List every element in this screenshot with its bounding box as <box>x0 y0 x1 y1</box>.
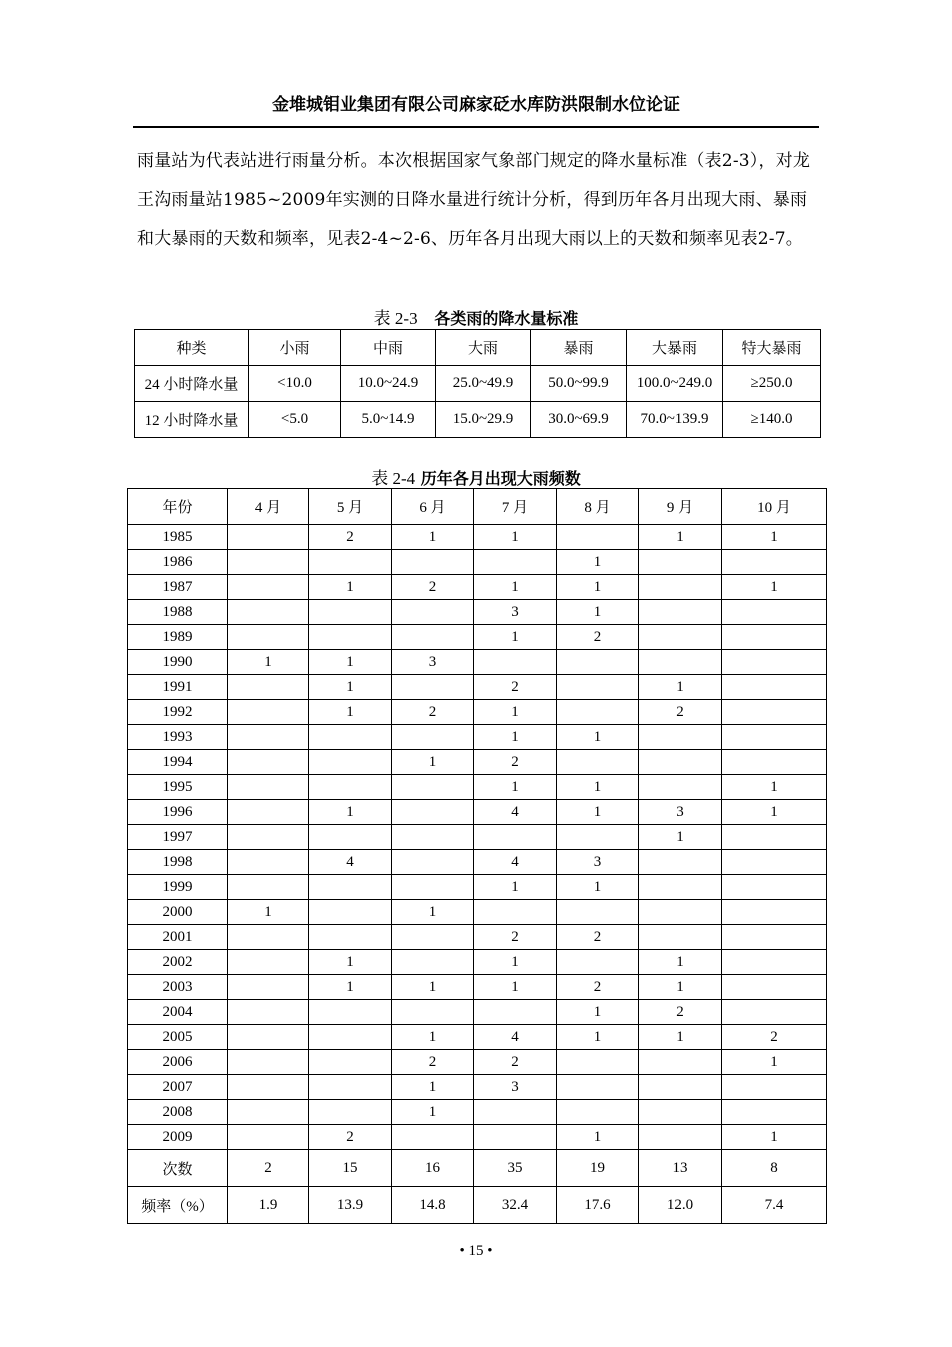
table-cell: 19 <box>557 1150 639 1187</box>
table-cell: 7.4 <box>722 1187 827 1224</box>
table-cell <box>639 725 722 750</box>
table-cell <box>557 1075 639 1100</box>
table-cell <box>228 850 309 875</box>
table-cell: 100.0~249.0 <box>627 366 723 402</box>
table-cell: 1 <box>639 525 722 550</box>
table-row <box>128 900 827 925</box>
table-cell <box>309 900 392 925</box>
table-row <box>128 800 827 825</box>
table-cell <box>722 650 827 675</box>
table-cell: 1 <box>228 650 309 675</box>
table-cell <box>639 1125 722 1150</box>
column-header: 9 月 <box>639 489 722 525</box>
table-cell: 1 <box>474 775 557 800</box>
column-header: 暴雨 <box>531 330 627 366</box>
body-paragraph: 雨量站为代表站进行雨量分析。本次根据国家气象部门规定的降水量标准（表2-3），对龙王沟雨量站1985~2009年实测的日降水量进行统计分析，得到历年各月出现大雨、暴雨和大暴雨的天数和频率，见表2-4~2-6、历年各月出现大雨以上的天数和频率见表2-7。 <box>137 151 811 249</box>
table-cell: 1 <box>474 700 557 725</box>
table-cell <box>228 1050 309 1075</box>
table-cell <box>722 975 827 1000</box>
table-cell: 30.0~69.9 <box>531 402 627 438</box>
table-cell <box>557 1100 639 1125</box>
table-cell <box>722 625 827 650</box>
column-header: 大雨 <box>436 330 531 366</box>
year-cell: 1999 <box>128 875 228 900</box>
table-header-row <box>128 489 827 525</box>
table-cell: 1 <box>722 575 827 600</box>
table-cell <box>557 650 639 675</box>
table-cell: 1 <box>392 900 474 925</box>
table-cell <box>722 900 827 925</box>
year-cell: 1988 <box>128 600 228 625</box>
table-row <box>128 550 827 575</box>
table-cell <box>309 1075 392 1100</box>
table-row <box>128 600 827 625</box>
table-cell: ≥250.0 <box>723 366 821 402</box>
table-cell <box>392 950 474 975</box>
table-cell: 1 <box>392 750 474 775</box>
caption-number: 表 2-3 <box>373 309 418 328</box>
table-cell: 1 <box>722 775 827 800</box>
table-cell: 1 <box>557 600 639 625</box>
table-cell <box>639 1075 722 1100</box>
count-row <box>128 1150 827 1187</box>
table-cell: 4 <box>474 850 557 875</box>
table-cell <box>722 925 827 950</box>
table-cell <box>228 525 309 550</box>
year-cell: 1991 <box>128 675 228 700</box>
table-cell <box>228 925 309 950</box>
table-row <box>128 1000 827 1025</box>
table-cell: 1 <box>392 1100 474 1125</box>
table-cell <box>722 875 827 900</box>
table-cell <box>557 750 639 775</box>
table-cell: 13 <box>639 1150 722 1187</box>
table-cell <box>392 625 474 650</box>
table-cell <box>722 700 827 725</box>
year-cell: 2004 <box>128 1000 228 1025</box>
column-header: 7 月 <box>474 489 557 525</box>
table-cell <box>722 1100 827 1125</box>
table-cell: 1 <box>557 725 639 750</box>
table-cell <box>557 825 639 850</box>
table-cell <box>228 625 309 650</box>
table-row <box>128 1125 827 1150</box>
table-cell <box>228 1075 309 1100</box>
table-row <box>128 1100 827 1125</box>
table-cell <box>722 750 827 775</box>
table-cell: 1 <box>392 1025 474 1050</box>
table-cell <box>309 725 392 750</box>
table-cell <box>392 875 474 900</box>
caption-number: 表 2-4 <box>371 469 416 488</box>
table-row <box>128 875 827 900</box>
table-row <box>128 575 827 600</box>
year-cell: 1998 <box>128 850 228 875</box>
table-row <box>128 700 827 725</box>
table-cell <box>228 675 309 700</box>
year-cell: 1990 <box>128 650 228 675</box>
table-cell: 15 <box>309 1150 392 1187</box>
table-2-3-caption <box>0 304 952 329</box>
table-cell <box>722 1075 827 1100</box>
table-cell <box>228 550 309 575</box>
table-cell: 1 <box>557 875 639 900</box>
table-cell <box>392 600 474 625</box>
table-cell <box>309 1100 392 1125</box>
table-cell <box>639 775 722 800</box>
year-cell: 2009 <box>128 1125 228 1150</box>
table-row <box>128 725 827 750</box>
table-cell: 2 <box>639 1000 722 1025</box>
table-cell: 1 <box>722 1125 827 1150</box>
table-cell: 1 <box>392 975 474 1000</box>
table-cell: 3 <box>557 850 639 875</box>
table-cell <box>722 675 827 700</box>
page-header: 金堆城钼业集团有限公司麻家砭水库防洪限制水位论证 <box>133 90 819 128</box>
table-cell <box>228 800 309 825</box>
table-row <box>128 750 827 775</box>
table-cell <box>228 1025 309 1050</box>
table-cell: 17.6 <box>557 1187 639 1224</box>
table-cell <box>309 875 392 900</box>
precipitation-standard-table <box>134 329 821 438</box>
table-cell: 16 <box>392 1150 474 1187</box>
table-cell <box>557 700 639 725</box>
table-cell <box>309 1050 392 1075</box>
table-cell <box>639 900 722 925</box>
table-cell <box>392 675 474 700</box>
table-cell: 50.0~99.9 <box>531 366 627 402</box>
table-cell: 2 <box>392 700 474 725</box>
year-cell: 2002 <box>128 950 228 975</box>
table-row <box>128 625 827 650</box>
table-row <box>128 975 827 1000</box>
table-cell: 13.9 <box>309 1187 392 1224</box>
table-cell: 2 <box>557 925 639 950</box>
table-row <box>128 950 827 975</box>
row-label: 频率（%） <box>128 1187 228 1224</box>
table-cell: 3 <box>474 600 557 625</box>
table-cell: 10.0~24.9 <box>341 366 436 402</box>
table-cell: 1 <box>557 800 639 825</box>
table-cell <box>309 1000 392 1025</box>
table-cell: 1 <box>639 825 722 850</box>
table-cell: 2 <box>557 975 639 1000</box>
table-cell <box>474 1100 557 1125</box>
table-cell: 1 <box>557 1000 639 1025</box>
table-cell <box>309 825 392 850</box>
table-cell <box>722 850 827 875</box>
table-cell: 1.9 <box>228 1187 309 1224</box>
table-row <box>135 402 821 438</box>
table-cell: 1 <box>722 525 827 550</box>
table-cell <box>557 525 639 550</box>
table-cell <box>228 950 309 975</box>
table-cell <box>228 1100 309 1125</box>
table-header-row <box>135 330 821 366</box>
table-cell: 2 <box>474 1050 557 1075</box>
table-cell: 3 <box>474 1075 557 1100</box>
table-cell: <5.0 <box>249 402 341 438</box>
year-cell: 1995 <box>128 775 228 800</box>
year-cell: 2008 <box>128 1100 228 1125</box>
column-header: 种类 <box>135 330 249 366</box>
table-cell <box>639 600 722 625</box>
table-cell <box>557 1050 639 1075</box>
table-cell <box>639 650 722 675</box>
table-cell: 2 <box>474 750 557 775</box>
year-cell: 1992 <box>128 700 228 725</box>
table-cell: 1 <box>557 1025 639 1050</box>
table-cell <box>557 900 639 925</box>
row-label: 12 小时降水量 <box>135 402 249 438</box>
table-row <box>128 925 827 950</box>
table-cell: 1 <box>392 525 474 550</box>
table-row <box>128 850 827 875</box>
table-cell: 5.0~14.9 <box>341 402 436 438</box>
table-cell: 1 <box>474 950 557 975</box>
table-cell <box>228 1125 309 1150</box>
column-header: 小雨 <box>249 330 341 366</box>
table-cell <box>639 1050 722 1075</box>
table-cell <box>639 750 722 775</box>
table-cell <box>392 850 474 875</box>
table-cell: 1 <box>474 625 557 650</box>
table-cell <box>722 950 827 975</box>
table-cell: 1 <box>639 950 722 975</box>
table-cell: 1 <box>309 950 392 975</box>
table-cell: 1 <box>309 700 392 725</box>
table-cell: 8 <box>722 1150 827 1187</box>
table-cell <box>639 850 722 875</box>
year-cell: 1986 <box>128 550 228 575</box>
table-cell <box>557 675 639 700</box>
table-cell <box>309 925 392 950</box>
year-cell: 1996 <box>128 800 228 825</box>
table-cell <box>474 1000 557 1025</box>
table-cell: 1 <box>309 975 392 1000</box>
year-cell: 1994 <box>128 750 228 775</box>
column-header: 大暴雨 <box>627 330 723 366</box>
table-cell: 2 <box>639 700 722 725</box>
table-row <box>128 650 827 675</box>
page-number: • 15 • <box>459 1243 493 1259</box>
table-cell: 1 <box>474 525 557 550</box>
table-cell: 4 <box>474 1025 557 1050</box>
table-cell: 25.0~49.9 <box>436 366 531 402</box>
table-cell <box>228 575 309 600</box>
table-cell: 1 <box>639 975 722 1000</box>
column-header: 4 月 <box>228 489 309 525</box>
table-cell: 3 <box>392 650 474 675</box>
table-cell <box>392 550 474 575</box>
table-cell: 14.8 <box>392 1187 474 1224</box>
table-cell: 32.4 <box>474 1187 557 1224</box>
table-cell <box>639 575 722 600</box>
table-cell <box>639 875 722 900</box>
row-label: 24 小时降水量 <box>135 366 249 402</box>
column-header: 8 月 <box>557 489 639 525</box>
table-row <box>128 1050 827 1075</box>
table-cell: 1 <box>474 975 557 1000</box>
table-cell <box>392 725 474 750</box>
table-row <box>135 366 821 402</box>
year-cell: 1993 <box>128 725 228 750</box>
table-cell: 4 <box>309 850 392 875</box>
table-cell <box>309 750 392 775</box>
table-cell: 2 <box>309 525 392 550</box>
table-cell <box>309 550 392 575</box>
table-cell <box>228 725 309 750</box>
table-cell <box>228 975 309 1000</box>
table-cell: 1 <box>392 1075 474 1100</box>
table-cell: 1 <box>309 675 392 700</box>
table-cell <box>474 1125 557 1150</box>
table-cell <box>392 925 474 950</box>
table-cell <box>722 600 827 625</box>
table-cell: 1 <box>474 725 557 750</box>
table-cell: <10.0 <box>249 366 341 402</box>
table-cell: 2 <box>392 1050 474 1075</box>
table-cell <box>228 775 309 800</box>
table-cell <box>309 1025 392 1050</box>
year-cell: 1987 <box>128 575 228 600</box>
table-2-4-caption <box>0 464 952 489</box>
table-cell <box>639 925 722 950</box>
year-cell: 2003 <box>128 975 228 1000</box>
table-cell: 70.0~139.9 <box>627 402 723 438</box>
heavy-rain-frequency-table <box>127 488 827 1224</box>
column-header: 年份 <box>128 489 228 525</box>
table-cell: 3 <box>639 800 722 825</box>
table-cell <box>722 550 827 575</box>
table-cell <box>228 1000 309 1025</box>
table-cell <box>722 1000 827 1025</box>
table-cell <box>309 775 392 800</box>
table-cell: 1 <box>557 550 639 575</box>
year-cell: 2001 <box>128 925 228 950</box>
table-cell: 1 <box>309 800 392 825</box>
table-cell: 1 <box>557 575 639 600</box>
table-cell <box>309 625 392 650</box>
table-cell: 1 <box>557 775 639 800</box>
year-cell: 1997 <box>128 825 228 850</box>
table-cell: 1 <box>639 1025 722 1050</box>
table-cell: 1 <box>474 875 557 900</box>
table-cell <box>228 825 309 850</box>
table-cell <box>228 600 309 625</box>
table-cell: 2 <box>722 1025 827 1050</box>
table-cell <box>722 725 827 750</box>
column-header: 特大暴雨 <box>723 330 821 366</box>
table-cell: 35 <box>474 1150 557 1187</box>
year-cell: 2006 <box>128 1050 228 1075</box>
table-cell <box>392 775 474 800</box>
table-cell <box>309 600 392 625</box>
caption-title: 各类雨的降水量标准 <box>434 309 579 328</box>
table-cell: 15.0~29.9 <box>436 402 531 438</box>
row-label: 次数 <box>128 1150 228 1187</box>
year-cell: 2000 <box>128 900 228 925</box>
table-cell: ≥140.0 <box>723 402 821 438</box>
column-header: 10 月 <box>722 489 827 525</box>
table-cell <box>474 550 557 575</box>
column-header: 6 月 <box>392 489 474 525</box>
table-cell <box>474 900 557 925</box>
year-cell: 2005 <box>128 1025 228 1050</box>
table-cell: 1 <box>557 1125 639 1150</box>
table-cell: 2 <box>228 1150 309 1187</box>
table-row <box>128 675 827 700</box>
table-cell: 2 <box>392 575 474 600</box>
table-row <box>128 775 827 800</box>
column-header: 5 月 <box>309 489 392 525</box>
table-cell <box>228 875 309 900</box>
table-cell: 1 <box>228 900 309 925</box>
table-row <box>128 825 827 850</box>
table-cell <box>474 825 557 850</box>
table-cell: 1 <box>722 1050 827 1075</box>
table-cell: 1 <box>474 575 557 600</box>
table-row <box>128 1025 827 1050</box>
table-cell <box>392 1125 474 1150</box>
table-cell: 1 <box>309 650 392 675</box>
column-header: 中雨 <box>341 330 436 366</box>
year-cell: 2007 <box>128 1075 228 1100</box>
year-cell: 1989 <box>128 625 228 650</box>
frequency-row <box>128 1187 827 1224</box>
caption-title: 历年各月出现大雨频数 <box>420 469 581 488</box>
table-cell <box>639 550 722 575</box>
table-cell <box>474 650 557 675</box>
table-cell: 12.0 <box>639 1187 722 1224</box>
table-cell: 2 <box>557 625 639 650</box>
table-cell <box>392 1000 474 1025</box>
table-cell <box>639 625 722 650</box>
table-cell <box>228 750 309 775</box>
table-cell: 1 <box>309 575 392 600</box>
table-cell <box>722 825 827 850</box>
table-cell <box>228 700 309 725</box>
year-cell: 1985 <box>128 525 228 550</box>
table-cell <box>392 800 474 825</box>
table-cell: 1 <box>722 800 827 825</box>
table-cell: 2 <box>309 1125 392 1150</box>
table-cell: 2 <box>474 675 557 700</box>
table-cell: 1 <box>639 675 722 700</box>
table-row <box>128 1075 827 1100</box>
table-cell <box>392 825 474 850</box>
table-cell <box>557 950 639 975</box>
table-cell: 2 <box>474 925 557 950</box>
table-row <box>128 525 827 550</box>
table-cell: 4 <box>474 800 557 825</box>
table-cell <box>639 1100 722 1125</box>
